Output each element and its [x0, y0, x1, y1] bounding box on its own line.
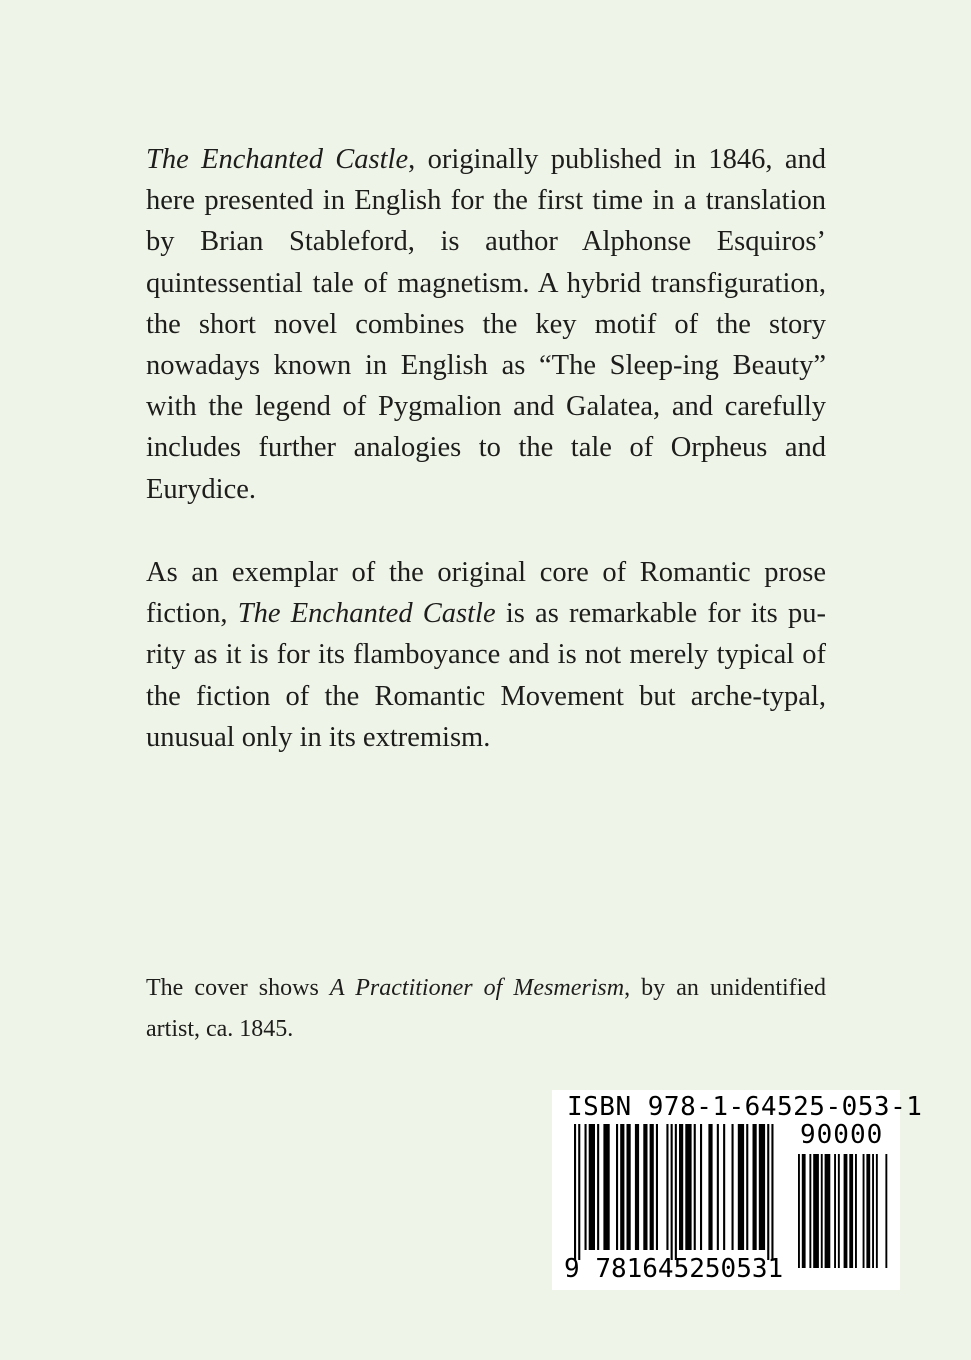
barcode-bar: [671, 1124, 673, 1260]
barcode-digit-lead: 9: [564, 1254, 580, 1284]
cover-credit-text: , by an unidentified artist, ca. 1845.: [146, 975, 826, 1042]
blurb-paragraph-2-text: is as remarkable for its pu-rity as it is for its flamboyance and is not merely typical of the fiction of the Romantic Movement but arche-typal, unusual only in its extremism.: [146, 598, 826, 753]
barcode-bar: [635, 1124, 639, 1250]
barcode-bar: [813, 1154, 819, 1268]
barcode-bar: [863, 1154, 865, 1268]
blurb-paragraph-2-lead: As an exemplar of the original core of Romantic prose fiction,: [146, 557, 826, 630]
isbn-barcode: [552, 1090, 923, 1290]
barcode-bar: [759, 1124, 765, 1250]
barcode-digits-group-1: 781645: [595, 1254, 690, 1284]
barcode-bar: [679, 1124, 683, 1250]
blurb-paragraph-1-text: , originally published in 1846, and here presented in English for the first time in a translation by Brian Stableford, is author Alphonse Esquiros’ quintessential tale of magnetism. A hybrid transfiguration, the short novel combines the key motif of the story nowadays known in English as “The Sleep-ing Beauty” with the legend of Pygmalion and Galatea, and carefully includes further analogies to the tale of Orpheus and Eurydice.: [146, 144, 826, 505]
barcode-bar: [603, 1124, 609, 1250]
barcode-bar: [746, 1124, 748, 1250]
barcode-digits: [564, 1254, 783, 1284]
blurb-paragraph-1: [146, 139, 826, 510]
barcode-bar: [732, 1124, 734, 1250]
barcode-bar: [616, 1124, 618, 1250]
barcode-bar: [717, 1124, 719, 1250]
barcode-bar: [844, 1154, 848, 1268]
barcode-bar: [876, 1154, 878, 1268]
barcode-bar: [821, 1154, 823, 1268]
barcode-bar: [834, 1154, 836, 1268]
barcode-bar: [753, 1124, 757, 1250]
barcode-bar: [738, 1124, 744, 1250]
barcode-bar: [872, 1154, 874, 1268]
barcode-bar: [685, 1124, 691, 1250]
barcode-bar: [574, 1124, 576, 1260]
addon-barcode-bars: [798, 1154, 894, 1270]
barcode-bar: [825, 1154, 831, 1268]
barcode-bar: [620, 1124, 624, 1250]
price-code: 90000: [800, 1120, 884, 1150]
barcode-bar: [708, 1124, 712, 1250]
barcode-bar: [578, 1124, 580, 1260]
barcode-bar: [589, 1124, 595, 1250]
cover-credit: [146, 968, 826, 1050]
barcode-bar: [855, 1154, 857, 1268]
book-title-italic: The Enchanted Castle: [237, 598, 496, 630]
book-title-italic: The Enchanted Castle: [146, 144, 409, 175]
barcode-bar: [767, 1124, 769, 1260]
barcode-bar: [838, 1154, 840, 1268]
barcode-bar: [885, 1154, 887, 1268]
barcode-bar: [585, 1124, 587, 1250]
barcode-bar: [849, 1154, 853, 1268]
artwork-title-italic: A Practitioner of Mesmerism: [329, 975, 625, 1001]
barcode-bar: [675, 1124, 677, 1260]
blurb-paragraph-2: [146, 552, 826, 758]
barcode-bar: [798, 1154, 800, 1268]
barcode-bar: [700, 1124, 702, 1250]
barcode-bar: [694, 1124, 696, 1250]
barcode-bar: [656, 1124, 658, 1250]
barcode-bar: [809, 1154, 811, 1268]
barcode-bar: [597, 1124, 599, 1250]
barcode-bar: [723, 1124, 725, 1250]
ean-barcode-bars: [574, 1124, 774, 1264]
barcode-bar: [627, 1124, 631, 1250]
cover-credit-lead: The cover shows: [146, 975, 330, 1001]
barcode-bar: [666, 1124, 668, 1250]
barcode-bar: [802, 1154, 806, 1268]
barcode-bar: [866, 1154, 870, 1268]
barcode-bar: [643, 1124, 647, 1250]
barcode-digits-group-2: 250531: [689, 1254, 784, 1284]
barcode-bar: [650, 1124, 654, 1250]
barcode-bar: [771, 1124, 773, 1260]
isbn-label: ISBN 978-1-64525-053-1: [567, 1092, 923, 1122]
